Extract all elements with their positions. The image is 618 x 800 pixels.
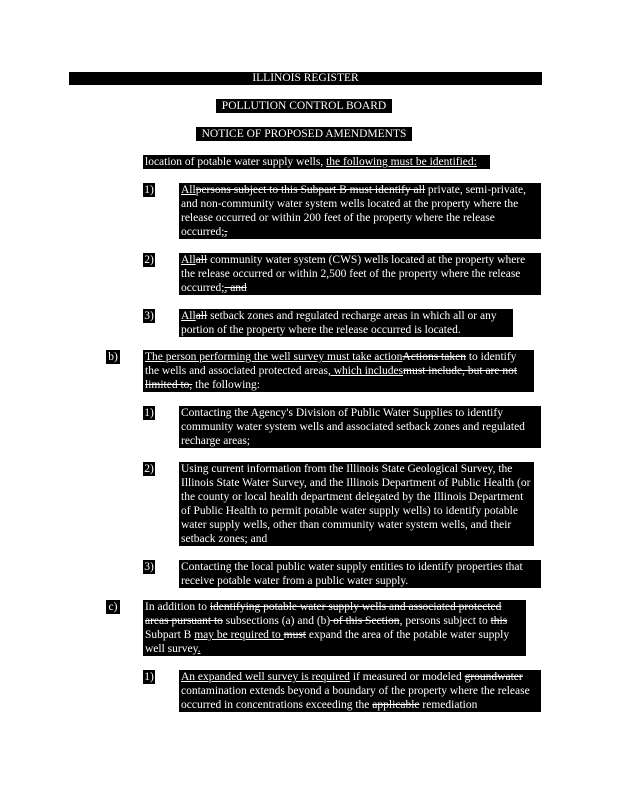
- c-deleted-4: must: [283, 629, 306, 641]
- c1-deleted-1: groundwater: [464, 671, 523, 683]
- a2-label: 2): [144, 254, 154, 266]
- a3-label: 3): [144, 310, 154, 322]
- c-deleted-2: of this Section: [330, 615, 400, 627]
- a2-inserted: All: [181, 254, 196, 266]
- c-text-5: expand the area of the potable water supply well survey: [145, 629, 510, 655]
- b1-text: Contacting the Agency's Division of Public Water Supplies to identify community water system wells and associated setback zones and regulated recharge areas;: [181, 407, 525, 447]
- c1-deleted-2: applicable: [372, 699, 420, 711]
- notice-header: [196, 127, 412, 141]
- a3-text: setback zones and regulated recharge areas in which all or any portion of the property where the release occurred is located.: [181, 310, 497, 336]
- a1-label: 1): [144, 184, 154, 196]
- c-deleted-1: identifying potable water supply wells and associated protected areas pursuant to: [145, 601, 502, 627]
- c1-text-2: contamination extends beyond a boundary of the property where the release occurred in concentrations exceeding the: [181, 685, 530, 711]
- c-text-1: In addition to: [145, 601, 210, 613]
- c1-label: 1): [144, 671, 154, 683]
- board-title: POLLUTION CONTROL BOARD: [221, 100, 387, 112]
- a1-inserted: All: [181, 184, 196, 196]
- c1-paragraph: [179, 670, 541, 712]
- b2-label: 2): [144, 463, 154, 475]
- c-deleted-3: this: [490, 615, 508, 627]
- b-inserted-2: , which includes: [327, 365, 404, 377]
- intro-inserted: the following must be identified:: [326, 156, 477, 168]
- b-paragraph: [143, 350, 534, 392]
- c-text-2: subsections (a) and (b): [222, 615, 331, 627]
- notice-title: NOTICE OF PROPOSED AMENDMENTS: [201, 128, 407, 140]
- a2-inserted-end: ;: [221, 282, 225, 294]
- a2-paragraph: [179, 253, 541, 295]
- c-text-3: , persons subject to: [399, 615, 491, 627]
- c-text-4: Subpart B: [145, 629, 195, 641]
- a1-text: private, semi-private, and non-community water system wells located at the property where the release occurred or within 200 feet of the property where the release occurred: [181, 184, 526, 238]
- a3-paragraph: [179, 309, 513, 337]
- c1-inserted: An expanded well survey is required: [181, 671, 350, 683]
- c-paragraph: [143, 600, 526, 656]
- a1-inserted-end: ;: [221, 226, 225, 238]
- c1-text-1: if measured or modeled: [349, 671, 465, 683]
- register-header: [69, 72, 542, 85]
- intro-line: [143, 155, 490, 169]
- b-inserted: The person performing the well survey must take action: [145, 351, 403, 363]
- a3-deleted: all: [195, 310, 208, 322]
- intro-text: location of potable water supply wells,: [145, 156, 327, 168]
- a1-paragraph: [179, 183, 541, 239]
- a2-deleted: all: [195, 254, 208, 266]
- b3-label: 3): [144, 561, 154, 573]
- a2-text: community water system (CWS) wells located at the property where the release occurred or within 2,500 feet of the property where the release occurred: [181, 254, 526, 294]
- board-header: [216, 99, 392, 113]
- b-label: b): [106, 350, 120, 364]
- c-label: c): [106, 600, 120, 614]
- a2-deleted-end: , and: [224, 282, 247, 294]
- b-text-2: the following:: [192, 379, 260, 391]
- b-deleted-2: must include, but are not limited to,: [145, 365, 518, 391]
- b2-paragraph: [179, 462, 534, 546]
- b1-paragraph: [179, 406, 541, 448]
- b1-label: 1): [144, 407, 154, 419]
- b-deleted: Actions taken: [402, 351, 466, 363]
- b3-paragraph: [179, 560, 541, 588]
- a3-inserted: All: [181, 310, 196, 322]
- a1-deleted-end: ,: [224, 226, 228, 238]
- b-text: to identify the wells and associated protected areas: [145, 351, 517, 377]
- b3-text: Contacting the local public water supply entities to identify properties that receive potable water from a public water supply.: [181, 561, 523, 587]
- c1-text-3: remediation: [419, 699, 478, 711]
- register-title: ILLINOIS REGISTER: [252, 72, 359, 84]
- c-inserted-1: may be required to: [194, 629, 284, 641]
- b2-text: Using current information from the Illinois State Geological Survey, the Illinois State Water Survey, and the Illinois Department of Public Health (or the county or local health department delegated by the Illinois Department of Public Health to permit potable water supply wells) to identify potable water supply wells, other than community water system wells, and their setback zones; and: [181, 463, 531, 545]
- a1-deleted: persons subject to this Subpart B must identify all: [195, 184, 426, 196]
- c-inserted-2: .: [197, 643, 201, 655]
